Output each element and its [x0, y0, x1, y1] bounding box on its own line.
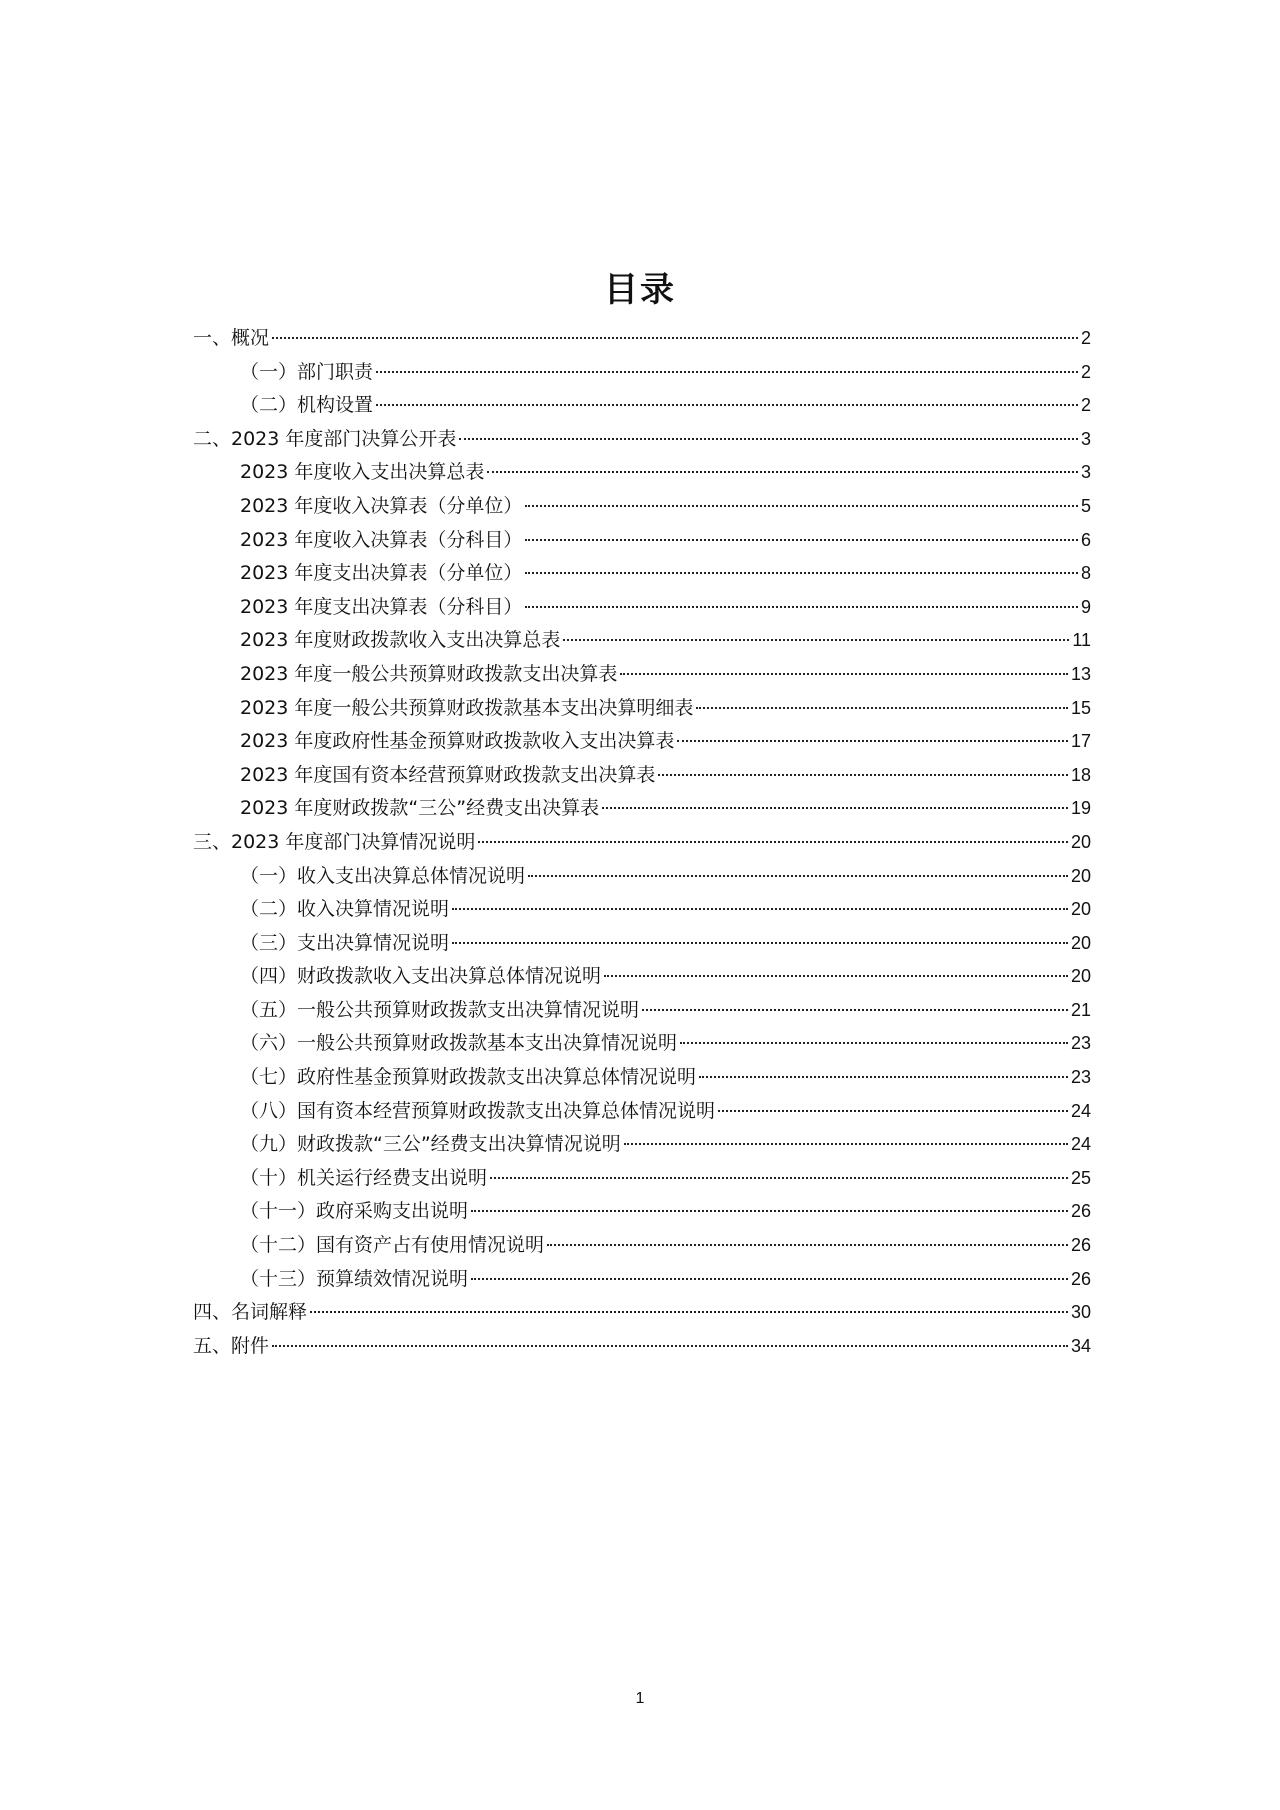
toc-entry-label: （六）一般公共预算财政拨款基本支出决算情况说明 [240, 1032, 678, 1055]
toc-dot-leader [272, 1345, 1068, 1347]
toc-entry-page: 26 [1070, 1201, 1091, 1222]
toc-entry-page: 26 [1070, 1235, 1091, 1256]
toc-dot-leader [680, 1042, 1068, 1044]
toc-entry-page: 9 [1080, 596, 1091, 617]
toc-dot-leader [528, 875, 1068, 877]
toc-dot-leader [718, 1110, 1068, 1112]
toc-entry[interactable] [193, 1296, 1091, 1330]
toc-entry-page: 20 [1070, 966, 1091, 987]
toc-entry-label: （一）收入支出决算总体情况说明 [240, 864, 526, 887]
toc-entry-page: 5 [1080, 495, 1091, 516]
toc-entry-label: （十三）预算绩效情况说明 [240, 1267, 469, 1290]
toc-dot-leader [376, 371, 1078, 373]
toc-entry[interactable] [193, 1095, 1091, 1129]
toc-dot-leader [699, 1076, 1068, 1078]
toc-dot-leader [525, 539, 1078, 541]
toc-entry-label: 2023 年度财政拨款“三公”经费支出决算表 [240, 797, 600, 820]
toc-entry-label: 2023 年度支出决算表（分单位） [240, 562, 523, 585]
toc-entry-label: （十二）国有资产占有使用情况说明 [240, 1234, 545, 1257]
toc-entry-label: 三、2023 年度部门决算情况说明 [193, 830, 476, 853]
toc-entry-page: 2 [1080, 395, 1091, 416]
toc-dot-leader [602, 807, 1068, 809]
toc-entry-page: 3 [1080, 462, 1091, 483]
toc-entry-page: 8 [1080, 563, 1091, 584]
page-number: 1 [635, 1690, 645, 1707]
toc-dot-leader [487, 471, 1078, 473]
toc-entry[interactable] [193, 860, 1091, 894]
toc-entry[interactable] [193, 826, 1091, 860]
toc-entry-label: 一、概况 [193, 327, 270, 349]
toc-entry-label: 四、名词解释 [193, 1301, 308, 1324]
toc-entry-label: 2023 年度收入决算表（分单位） [240, 494, 523, 517]
toc-entry-label: （二）收入决算情况说明 [240, 898, 450, 921]
toc-entry-page: 6 [1080, 529, 1091, 550]
toc-entry[interactable] [193, 356, 1091, 390]
toc-entry-page: 13 [1070, 663, 1091, 684]
toc-entry-page: 20 [1070, 831, 1091, 852]
toc-entry[interactable] [193, 1162, 1091, 1196]
toc-entry-label: （五）一般公共预算财政拨款支出决算情况说明 [240, 998, 640, 1021]
toc-entry[interactable] [193, 591, 1091, 625]
toc-entry-label: 2023 年度国有资本经营预算财政拨款支出决算表 [240, 763, 656, 786]
toc-dot-leader [563, 639, 1069, 641]
toc-entry[interactable] [193, 557, 1091, 591]
toc-entry-label: 2023 年度政府性基金预算财政拨款收入支出决算表 [240, 730, 675, 753]
toc-entry-label: （十）机关运行经费支出说明 [240, 1166, 488, 1189]
toc-entry[interactable] [193, 759, 1091, 793]
toc-entry[interactable] [193, 1027, 1091, 1061]
toc-entry[interactable] [193, 524, 1091, 558]
toc-dot-leader [547, 1244, 1068, 1246]
toc-entry[interactable] [193, 456, 1091, 490]
toc-entry[interactable] [193, 658, 1091, 692]
toc-entry-page: 20 [1070, 865, 1091, 886]
toc-entry-page: 24 [1070, 1100, 1091, 1121]
toc-entry-page: 3 [1080, 428, 1091, 449]
toc-entry-page: 26 [1070, 1268, 1091, 1289]
toc-entry-label: 2023 年度支出决算表（分科目） [240, 595, 523, 618]
toc-dot-leader [624, 1143, 1068, 1145]
toc-entry-page: 25 [1070, 1167, 1091, 1188]
toc-entry[interactable] [193, 423, 1091, 457]
toc-entry[interactable] [193, 994, 1091, 1028]
toc-dot-leader [452, 942, 1068, 944]
toc-entry[interactable] [193, 792, 1091, 826]
toc-entry-page: 30 [1070, 1302, 1091, 1323]
toc-entry-label: （八）国有资本经营预算财政拨款支出决算总体情况说明 [240, 1099, 716, 1122]
toc-dot-leader [376, 404, 1078, 406]
toc-dot-leader [272, 337, 1078, 339]
toc-entry-label: （三）支出决算情况说明 [240, 931, 450, 954]
table-of-contents [193, 322, 1091, 1363]
toc-entry-page: 17 [1070, 731, 1091, 752]
toc-entry-label: （二）机构设置 [240, 394, 374, 417]
toc-entry-page: 19 [1070, 798, 1091, 819]
toc-entry[interactable] [193, 725, 1091, 759]
toc-dot-leader [677, 740, 1068, 742]
toc-dot-leader [525, 505, 1078, 507]
toc-entry[interactable] [193, 624, 1091, 658]
toc-entry[interactable] [193, 692, 1091, 726]
toc-entry-label: （十一）政府采购支出说明 [240, 1200, 469, 1223]
toc-dot-leader [525, 572, 1078, 574]
toc-dot-leader [459, 438, 1078, 440]
toc-entry[interactable] [193, 1128, 1091, 1162]
toc-entry-page: 34 [1070, 1335, 1091, 1356]
toc-entry-page: 2 [1080, 328, 1091, 348]
toc-dot-leader [620, 673, 1068, 675]
toc-entry-page: 23 [1070, 1067, 1091, 1088]
toc-dot-leader [478, 841, 1068, 843]
toc-entry-label: （九）财政拨款“三公”经费支出决算情况说明 [240, 1133, 621, 1156]
toc-entry[interactable] [193, 1229, 1091, 1263]
toc-entry-page: 18 [1070, 764, 1091, 785]
toc-entry-page: 11 [1072, 630, 1091, 651]
toc-entry-page: 21 [1070, 999, 1091, 1020]
toc-dot-leader [696, 707, 1068, 709]
toc-entry-label: 五、附件 [193, 1334, 270, 1357]
toc-entry-page: 24 [1070, 1134, 1091, 1155]
toc-entry-page: 15 [1070, 697, 1091, 718]
toc-entry[interactable] [193, 1263, 1091, 1297]
toc-entry[interactable] [193, 322, 1091, 356]
toc-dot-leader [642, 1009, 1068, 1011]
toc-entry-label: 2023 年度一般公共预算财政拨款基本支出决算明细表 [240, 696, 694, 719]
toc-entry[interactable] [193, 893, 1091, 927]
toc-dot-leader [525, 606, 1078, 608]
toc-dot-leader [658, 774, 1068, 776]
toc-dot-leader [452, 908, 1068, 910]
toc-entry[interactable] [193, 1061, 1091, 1095]
toc-entry-label: 2023 年度财政拨款收入支出决算总表 [240, 629, 561, 652]
toc-entry-label: 2023 年度收入决算表（分科目） [240, 528, 523, 551]
toc-entry[interactable] [193, 927, 1091, 961]
toc-entry[interactable] [193, 389, 1091, 423]
toc-entry[interactable] [193, 1330, 1091, 1364]
toc-dot-leader [490, 1177, 1068, 1179]
toc-entry-label: 2023 年度一般公共预算财政拨款支出决算表 [240, 662, 618, 685]
toc-dot-leader [471, 1278, 1068, 1280]
toc-entry-label: （一）部门职责 [240, 360, 374, 383]
toc-entry-page: 23 [1070, 1033, 1091, 1054]
toc-entry-label: 2023 年度收入支出决算总表 [240, 461, 485, 484]
toc-dot-leader [604, 975, 1068, 977]
toc-entry-page: 2 [1080, 361, 1091, 382]
toc-entry[interactable] [193, 960, 1091, 994]
toc-entry-label: （七）政府性基金预算财政拨款支出决算总体情况说明 [240, 1066, 697, 1089]
toc-entry-page: 20 [1070, 932, 1091, 953]
toc-entry-label: （四）财政拨款收入支出决算总体情况说明 [240, 965, 602, 988]
toc-entry[interactable] [193, 490, 1091, 524]
toc-entry-label: 二、2023 年度部门决算公开表 [193, 427, 457, 450]
toc-dot-leader [471, 1210, 1068, 1212]
toc-dot-leader [310, 1311, 1068, 1313]
toc-entry-page: 20 [1070, 899, 1091, 920]
page-title: 目录 [604, 270, 676, 310]
toc-entry[interactable] [193, 1195, 1091, 1229]
